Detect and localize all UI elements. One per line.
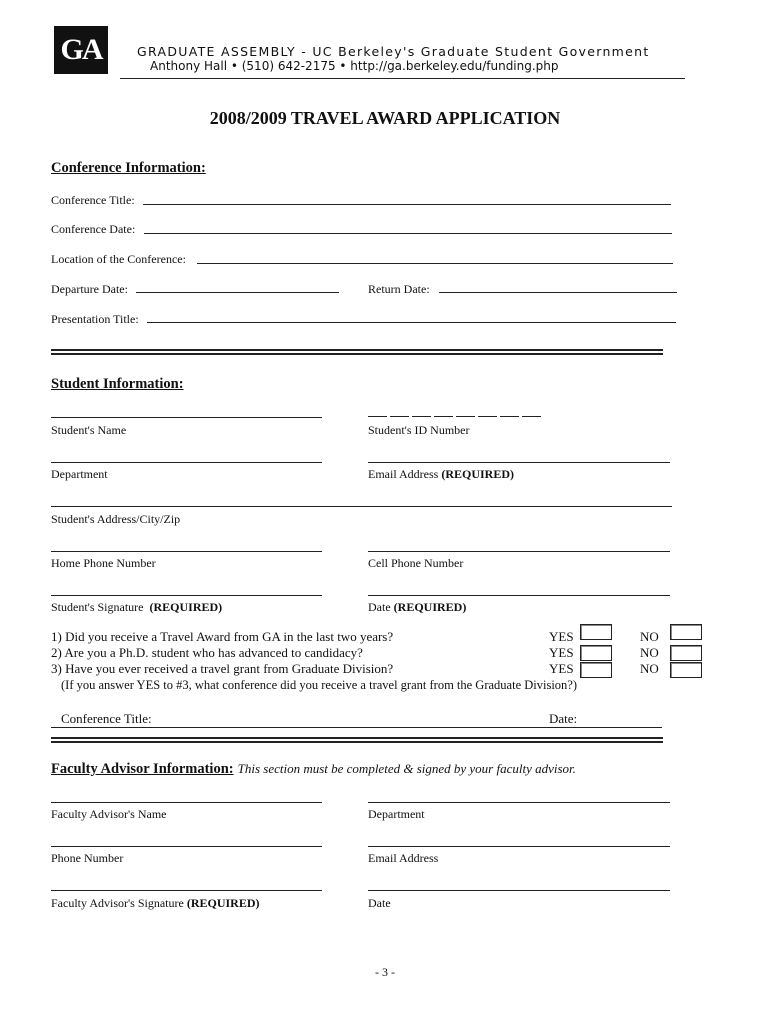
faculty-note: This section must be completed & signed by your faculty advisor. — [237, 761, 576, 776]
faculty-signature-required: (REQUIRED) — [186, 896, 260, 910]
email-label-text: Email Address — [368, 467, 439, 481]
faculty-heading-row — [51, 760, 576, 778]
grad-conference-date-label: Date: — [549, 711, 578, 726]
student-signature-label — [51, 600, 222, 615]
org-line: GRADUATE ASSEMBLY - UC Berkeley's Graduate Student Government — [137, 44, 650, 59]
conference-date-field[interactable] — [144, 233, 672, 234]
q2-no-checkbox[interactable] — [670, 645, 702, 661]
faculty-signature-text: Faculty Advisor's Signature — [51, 896, 184, 910]
student-id-label: Student's ID Number — [368, 423, 470, 437]
faculty-department-field[interactable] — [368, 802, 670, 803]
email-required: (REQUIRED) — [441, 467, 514, 481]
faculty-department-label: Department — [368, 807, 425, 821]
conference-heading: Conference Information: — [51, 160, 206, 176]
question-3-note: (If you answer YES to #3, what conference did you receive a travel grant from the Graduate Division?) — [61, 678, 578, 692]
home-phone-field[interactable] — [51, 551, 322, 552]
student-date-text: Date — [368, 600, 391, 614]
q2-yes-label: YES — [549, 645, 574, 660]
student-heading: Student Information: — [51, 376, 184, 392]
faculty-signature-field[interactable] — [51, 890, 322, 891]
q1-yes-label: YES — [549, 629, 574, 644]
departure-date-label: Departure Date: — [51, 282, 128, 296]
q2-yes-checkbox[interactable] — [580, 645, 612, 661]
student-name-field[interactable] — [51, 417, 322, 418]
faculty-email-label: Email Address — [368, 851, 439, 865]
departure-date-field[interactable] — [136, 292, 339, 293]
conference-title-label: Conference Title: — [51, 193, 135, 207]
conference-date-label: Conference Date: — [51, 222, 136, 236]
presentation-title-field[interactable] — [147, 322, 676, 323]
faculty-date-field[interactable] — [368, 890, 670, 891]
conference-location-field[interactable] — [197, 263, 673, 264]
address-field[interactable] — [51, 506, 672, 507]
q2-no-label: NO — [640, 645, 659, 660]
page-title: 2008/2009 TRAVEL AWARD APPLICATION — [209, 108, 561, 128]
student-id-field[interactable] — [368, 416, 548, 418]
question-1: 1) Did you receive a Travel Award from GA in the last two years? — [51, 629, 394, 644]
cell-phone-field[interactable] — [368, 551, 670, 552]
ga-logo: GA — [54, 26, 108, 74]
student-signature-text: Student's Signature — [51, 600, 144, 614]
grad-conference-title-label: Conference Title: — [61, 711, 152, 726]
student-signature-required: (REQUIRED) — [149, 600, 223, 614]
email-label — [368, 467, 514, 482]
contact-line: Anthony Hall • (510) 642-2175 • http://ga.berkeley.edu/funding.php — [150, 59, 559, 73]
q3-yes-checkbox[interactable] — [580, 662, 612, 678]
faculty-name-field[interactable] — [51, 802, 322, 803]
faculty-phone-label: Phone Number — [51, 851, 124, 865]
q1-no-label: NO — [640, 629, 659, 644]
conference-title-field[interactable] — [143, 204, 671, 205]
faculty-signature-label — [51, 896, 260, 911]
question-3: 3) Have you ever received a travel grant from Graduate Division? — [51, 661, 394, 676]
cell-phone-label: Cell Phone Number — [368, 556, 464, 570]
q3-no-checkbox[interactable] — [670, 662, 702, 678]
address-label: Student's Address/City/Zip — [51, 512, 181, 526]
faculty-date-label: Date — [368, 896, 391, 910]
faculty-email-field[interactable] — [368, 846, 670, 847]
q1-yes-checkbox[interactable] — [580, 624, 612, 640]
department-label: Department — [51, 467, 108, 481]
q1-no-checkbox[interactable] — [670, 624, 702, 640]
faculty-name-label: Faculty Advisor's Name — [51, 807, 167, 821]
page-number: - 3 - — [375, 965, 395, 979]
student-signature-field[interactable] — [51, 595, 322, 596]
student-name-label: Student's Name — [51, 423, 127, 437]
return-date-field[interactable] — [439, 292, 677, 293]
q3-yes-label: YES — [549, 661, 574, 676]
return-date-label: Return Date: — [368, 282, 430, 296]
conference-location-label: Location of the Conference: — [51, 252, 186, 266]
header-rule — [120, 78, 685, 79]
faculty-phone-field[interactable] — [51, 846, 322, 847]
section-divider — [51, 349, 663, 355]
email-field[interactable] — [368, 462, 670, 463]
presentation-title-label: Presentation Title: — [51, 312, 139, 326]
q3-no-label: NO — [640, 661, 659, 676]
question-2: 2) Are you a Ph.D. student who has advanced to candidacy? — [51, 645, 363, 660]
department-field[interactable] — [51, 462, 322, 463]
student-date-label — [368, 600, 466, 615]
student-date-required: (REQUIRED) — [393, 600, 467, 614]
faculty-heading: Faculty Advisor Information: — [51, 761, 234, 777]
grad-conference-field[interactable] — [51, 727, 662, 728]
home-phone-label: Home Phone Number — [51, 556, 156, 570]
section-divider — [51, 737, 663, 743]
student-date-field[interactable] — [368, 595, 670, 596]
